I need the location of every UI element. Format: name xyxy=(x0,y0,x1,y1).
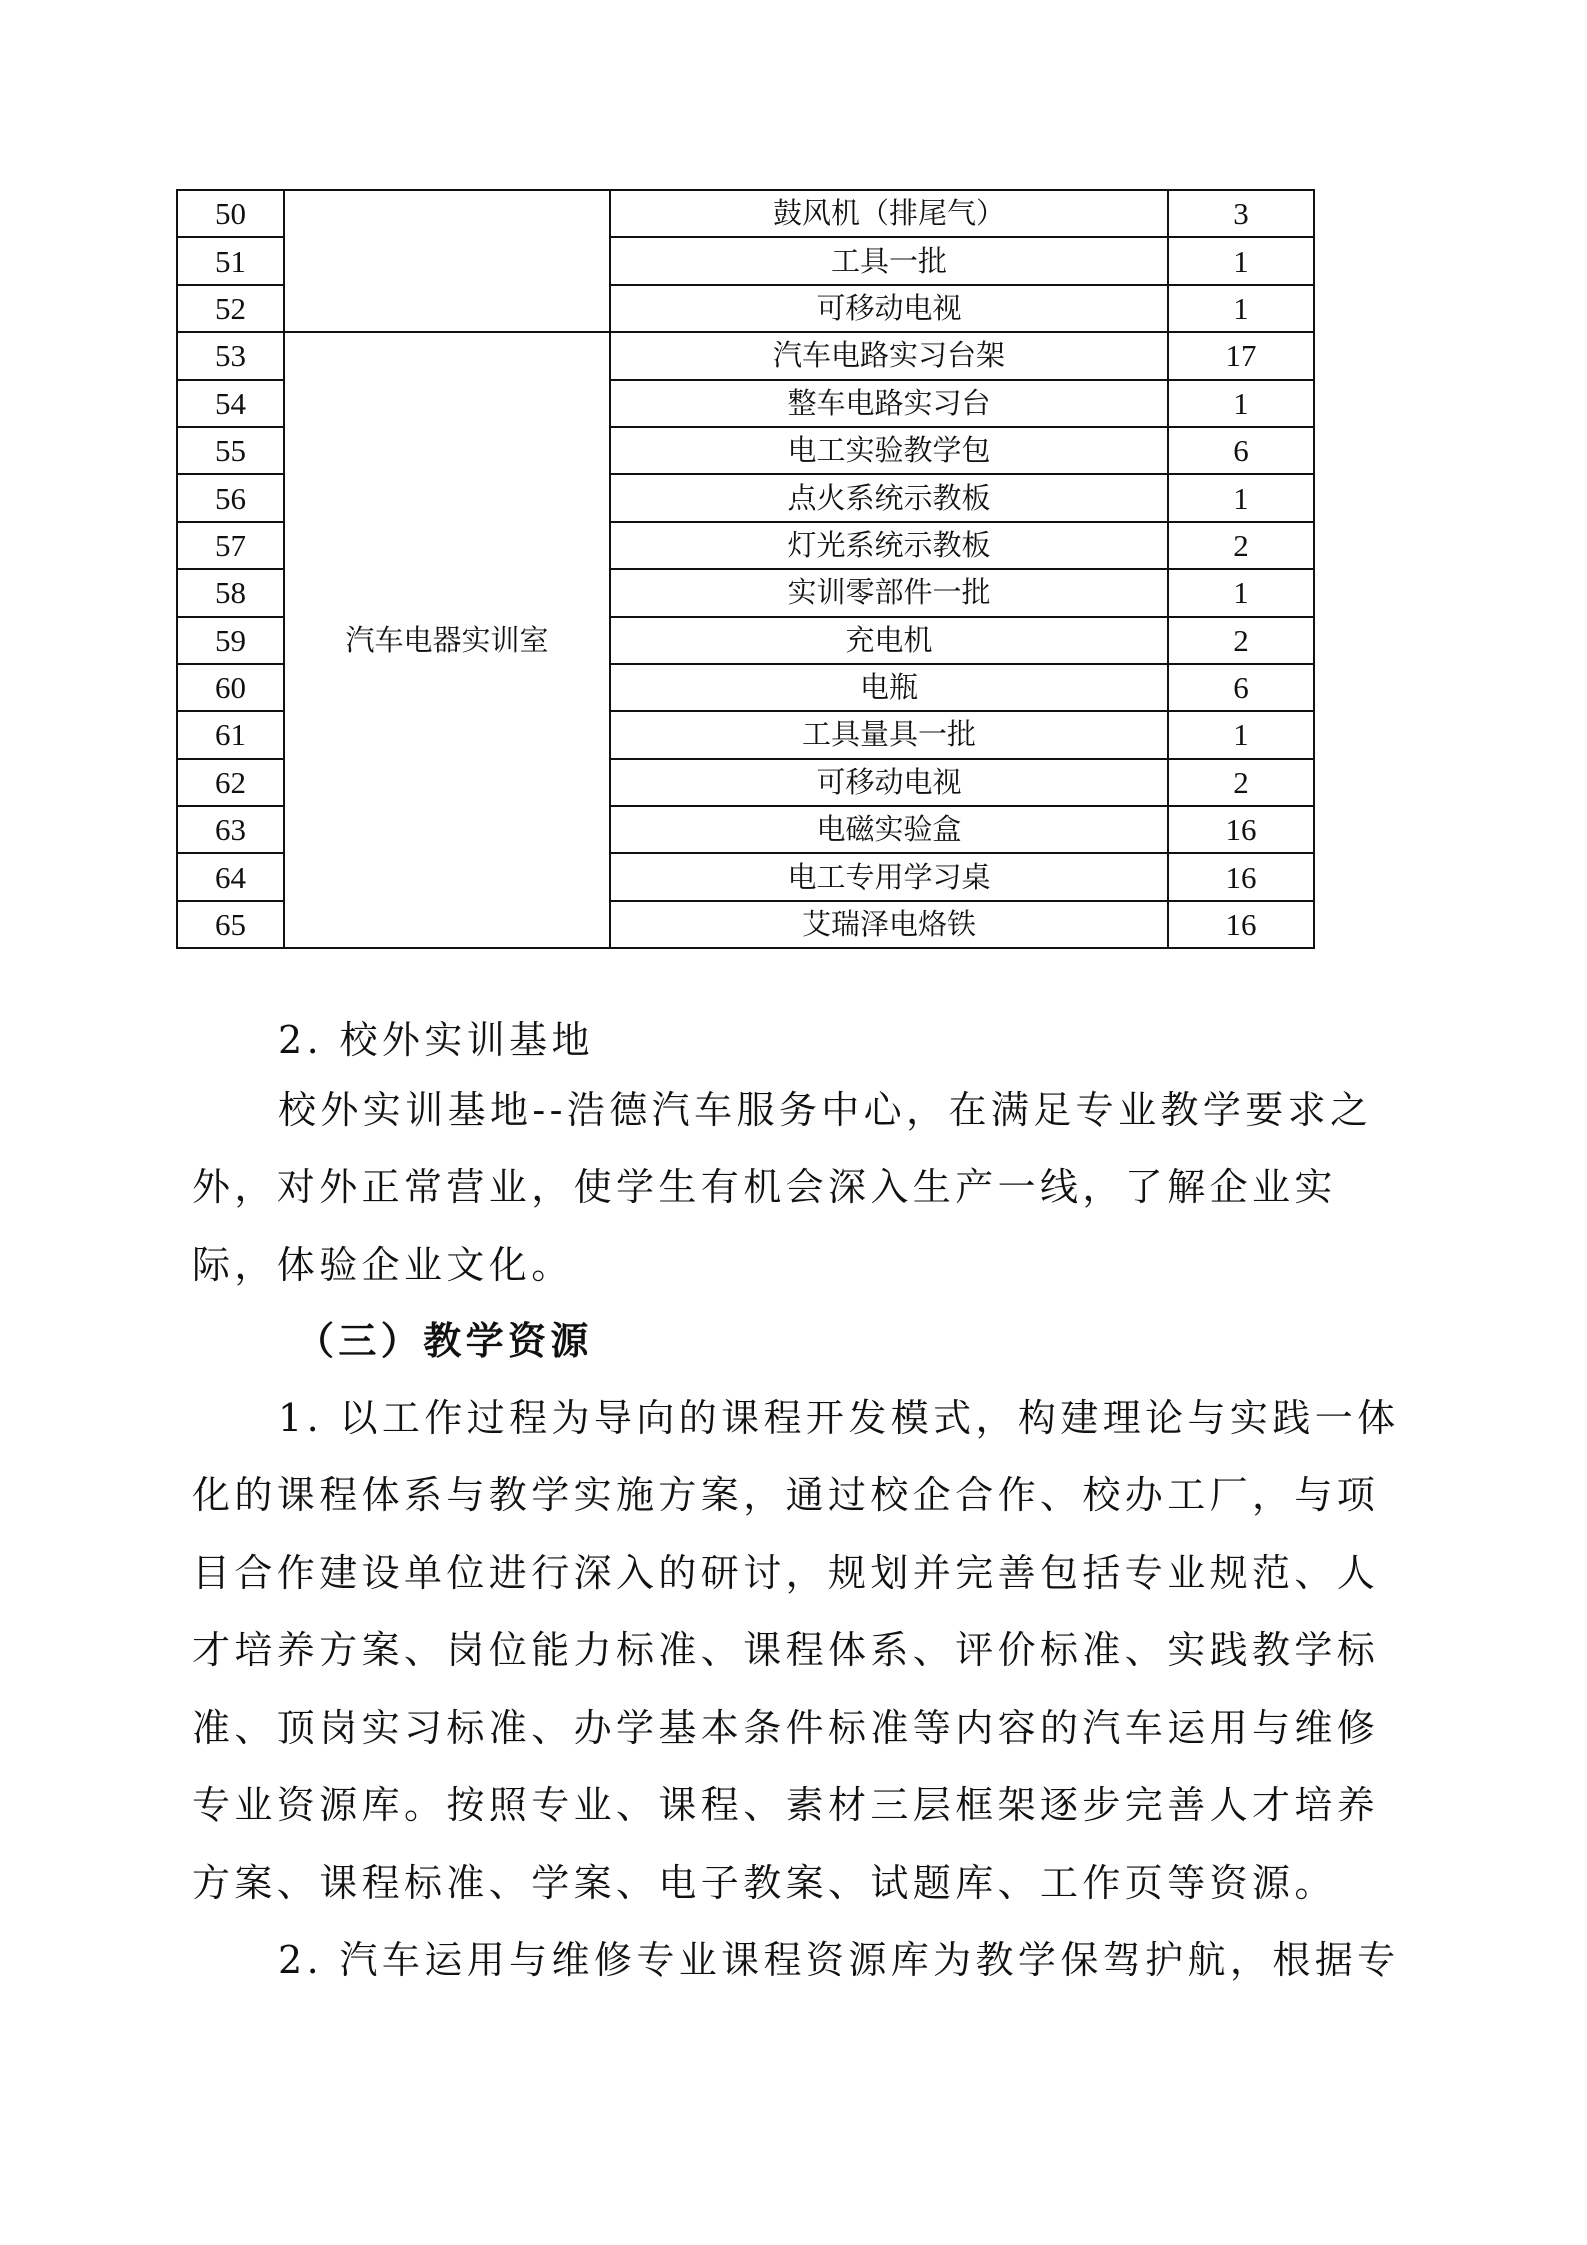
item-quantity: 16 xyxy=(1168,901,1314,948)
item-quantity: 1 xyxy=(1168,237,1314,284)
item-quantity: 1 xyxy=(1168,474,1314,521)
item-quantity: 1 xyxy=(1168,380,1314,427)
item-quantity: 2 xyxy=(1168,759,1314,806)
item-name: 电工实验教学包 xyxy=(610,427,1168,474)
section-heading-teaching-resources: （三）教学资源 xyxy=(296,1318,593,1363)
item-quantity: 1 xyxy=(1168,285,1314,332)
row-number: 50 xyxy=(177,190,284,237)
paragraph-resources-item-1: 1. 以工作过程为导向的课程开发模式，构建理论与实践一体化的课程体系与教学实施方案，通过校企合作、校办工厂，与项目合作建设单位进行深入的研讨，规划并完善包括专业规范、人才培养方案、岗位能力标准、课程体系、评价标准、实践教学标准、顶岗实习标准、办学基本条件标准等内容的汽车运用与维修专业资源库。按照专业、课程、素材三层框架逐步完善人才培养方案、课程标准、学案、电子教案、试题库、工作页等资源。 xyxy=(192,1395,1400,1905)
item-quantity: 2 xyxy=(1168,522,1314,569)
row-number: 65 xyxy=(177,901,284,948)
item-name: 实训零部件一批 xyxy=(610,569,1168,616)
equipment-table xyxy=(176,189,1315,949)
row-number: 59 xyxy=(177,617,284,664)
item-quantity: 1 xyxy=(1168,711,1314,758)
room-cell xyxy=(284,190,610,332)
row-number: 62 xyxy=(177,759,284,806)
item-name: 灯光系统示教板 xyxy=(610,522,1168,569)
row-number: 58 xyxy=(177,569,284,616)
item-name: 工具一批 xyxy=(610,237,1168,284)
table-row xyxy=(177,190,1314,237)
item-quantity: 3 xyxy=(1168,190,1314,237)
item-quantity: 6 xyxy=(1168,664,1314,711)
row-number: 51 xyxy=(177,237,284,284)
item-quantity: 1 xyxy=(1168,569,1314,616)
row-number: 57 xyxy=(177,522,284,569)
row-number: 64 xyxy=(177,853,284,900)
row-number: 55 xyxy=(177,427,284,474)
item-quantity: 6 xyxy=(1168,427,1314,474)
item-name: 整车电路实习台 xyxy=(610,380,1168,427)
item-quantity: 17 xyxy=(1168,332,1314,379)
item-name: 充电机 xyxy=(610,617,1168,664)
body-text xyxy=(192,1002,1402,2000)
item-name: 汽车电路实习台架 xyxy=(610,332,1168,379)
room-cell: 汽车电器实训室 xyxy=(284,332,610,948)
item-name: 鼓风机（排尾气） xyxy=(610,190,1168,237)
row-number: 52 xyxy=(177,285,284,332)
table-row xyxy=(177,332,1314,379)
row-number: 60 xyxy=(177,664,284,711)
paragraph-offsite-base: 校外实训基地--浩德汽车服务中心，在满足专业教学要求之外，对外正常营业，使学生有机会深入生产一线，了解企业实际，体验企业文化。 xyxy=(192,1087,1373,1287)
item-name: 电工专用学习桌 xyxy=(610,853,1168,900)
item-name: 电磁实验盒 xyxy=(610,806,1168,853)
item-quantity: 16 xyxy=(1168,853,1314,900)
paragraph-resources-item-2: 2. 汽车运用与维修专业课程资源库为教学保驾护航，根据专 xyxy=(278,1938,1400,1982)
row-number: 53 xyxy=(177,332,284,379)
row-number: 63 xyxy=(177,806,284,853)
item-name: 点火系统示教板 xyxy=(610,474,1168,521)
item-name: 艾瑞泽电烙铁 xyxy=(610,901,1168,948)
item-name: 可移动电视 xyxy=(610,759,1168,806)
item-quantity: 2 xyxy=(1168,617,1314,664)
item-name: 可移动电视 xyxy=(610,285,1168,332)
row-number: 56 xyxy=(177,474,284,521)
section-heading-offsite-base: 2. 校外实训基地 xyxy=(278,1018,594,1062)
row-number: 54 xyxy=(177,380,284,427)
item-name: 工具量具一批 xyxy=(610,711,1168,758)
row-number: 61 xyxy=(177,711,284,758)
item-name: 电瓶 xyxy=(610,664,1168,711)
item-quantity: 16 xyxy=(1168,806,1314,853)
